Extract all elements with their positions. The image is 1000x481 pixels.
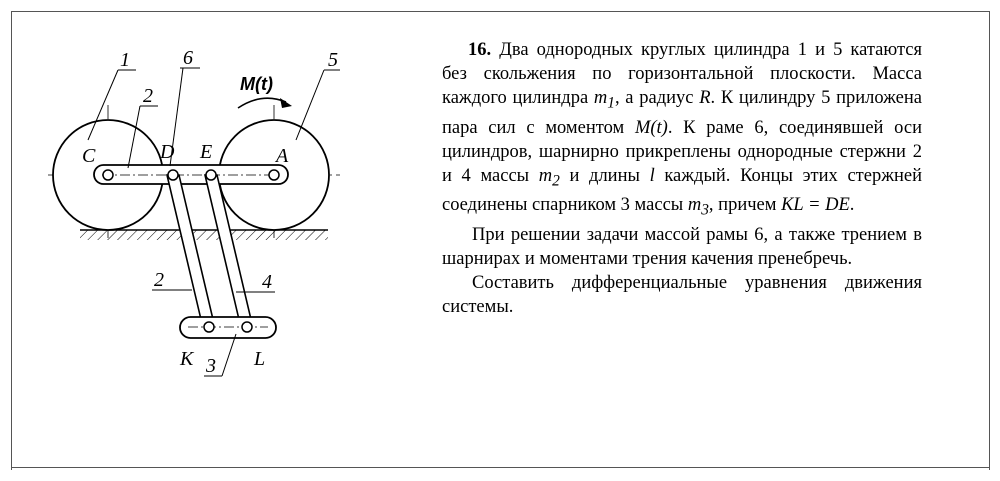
symbol-m2-sub: 2 (552, 172, 560, 190)
joint-e (206, 170, 216, 180)
label-2-bottom: 2 (154, 269, 164, 291)
rod-2 (167, 175, 215, 328)
label-2-top: 2 (143, 85, 153, 107)
symbol-m3: m (687, 195, 702, 216)
text-run: Два однородных круглых цилиндра 1 и 5 катаются без скольжения по горизонтальной плоскости. Масса каждого цилиндра (442, 40, 923, 108)
symbol-equality: KL = DE (781, 195, 850, 216)
joint-d (168, 170, 178, 180)
label-5: 5 (328, 49, 338, 71)
problem-text (442, 38, 922, 319)
ground-hatch (80, 230, 328, 240)
label-c: C (82, 145, 96, 167)
joint-k (204, 322, 214, 332)
joint-a (269, 170, 279, 180)
text-run: каждый. Концы этих стержней соединены спарником 3 массы (442, 165, 922, 216)
symbol-radius: R (699, 88, 711, 108)
label-e: E (200, 141, 213, 163)
label-moment: M(t) (240, 74, 273, 94)
coupler-3 (180, 317, 276, 338)
joint-c (103, 170, 113, 180)
symbol-m2: m (538, 165, 553, 186)
symbol-m1-sub: 1 (607, 94, 615, 112)
label-6: 6 (183, 47, 193, 69)
label-d: D (160, 141, 175, 163)
joint-l (242, 322, 252, 332)
bottom-divider (11, 467, 989, 468)
leader-5 (296, 70, 324, 140)
text-run: , причем (708, 195, 782, 216)
label-4: 4 (262, 271, 272, 293)
problem-task: Составить дифференциальные уравнения движения системы. (442, 273, 922, 318)
problem-assumptions: При решении задачи массой рамы 6, а также трением в шарнирах и моментами трения качения пренебречь. (442, 225, 922, 270)
symbol-m3-sub: 3 (701, 202, 709, 220)
text-run: . К цилиндру 5 приложена пара сил с моментом (442, 88, 923, 138)
leader-3 (222, 334, 236, 376)
problem-number: 16. (468, 40, 492, 60)
label-l: L (254, 348, 266, 370)
symbol-length: l (649, 165, 655, 186)
symbol-moment: M(t) (634, 117, 668, 138)
problem-statement (442, 38, 922, 223)
frame-6 (94, 165, 288, 184)
mechanism-figure (40, 30, 340, 390)
text-run: . (849, 195, 855, 216)
symbol-m1: m (593, 88, 608, 108)
label-a: A (276, 145, 289, 167)
text-run: . К раме 6, соединявшей оси цилиндров, шарнирно прикреплены однородные стержни 2 и 4 массы (442, 117, 922, 186)
label-k: K (180, 348, 194, 370)
text-run: , а радиус (614, 88, 700, 108)
moment-arrow (238, 98, 286, 108)
moment-arrowhead (280, 98, 292, 108)
label-3: 3 (206, 355, 216, 377)
label-1: 1 (120, 49, 130, 71)
text-run: и длины (559, 165, 650, 186)
